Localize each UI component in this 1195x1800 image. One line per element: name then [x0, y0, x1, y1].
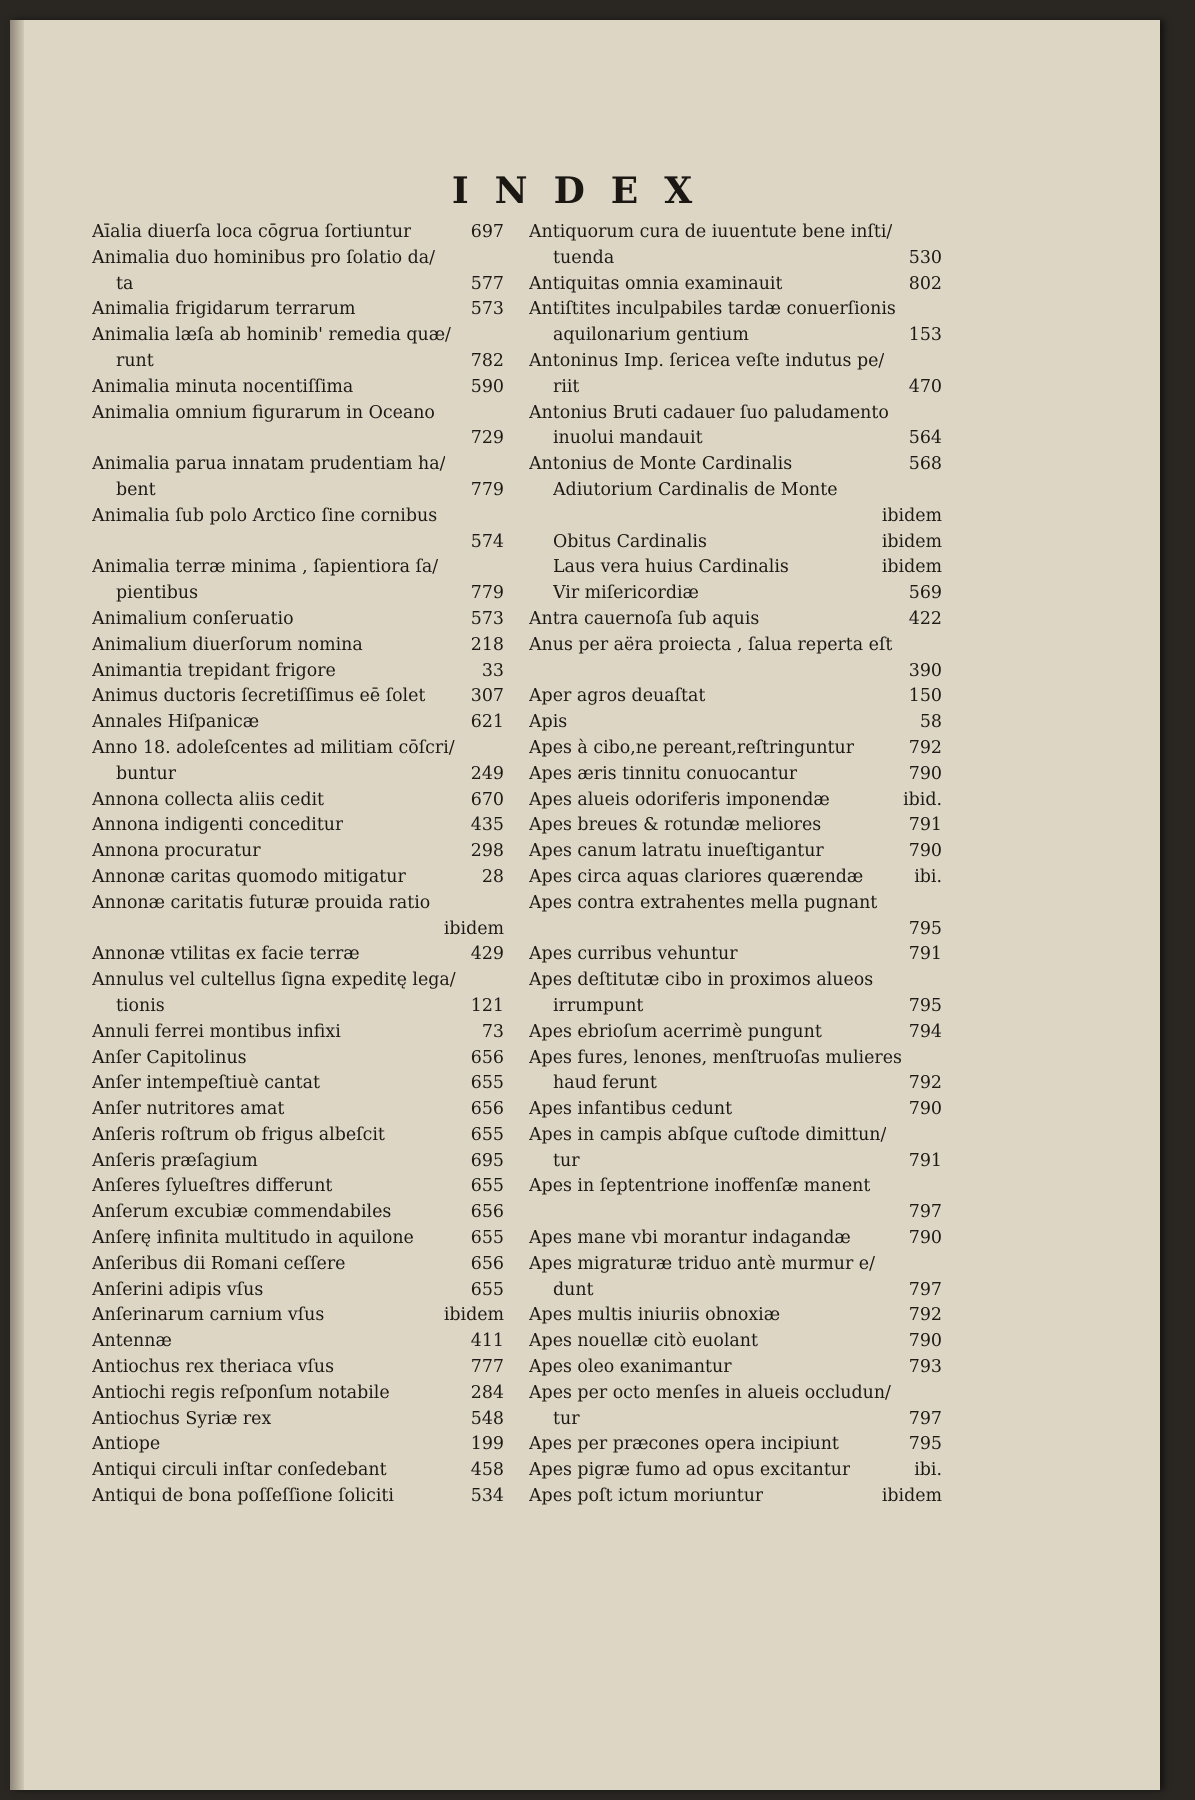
entry-text: Antiochus rex theriaca vſus	[92, 1357, 335, 1378]
index-entry	[529, 839, 942, 865]
index-entry	[529, 1149, 942, 1175]
entry-text: Annonæ caritas quomodo mitigatur	[92, 866, 406, 887]
entry-text: Annuli ferrei montibus infixi	[92, 1021, 341, 1042]
index-entry	[529, 736, 942, 762]
index-entry	[529, 891, 942, 917]
entry-page-ref: 655	[470, 1073, 504, 1094]
index-entry	[529, 813, 942, 839]
index-entry	[92, 452, 504, 478]
index-entry	[529, 349, 942, 375]
entry-text: Antennæ	[92, 1331, 172, 1352]
index-entry	[92, 891, 504, 917]
index-entry	[529, 1303, 942, 1329]
entry-text: Animus ductoris ſecretiſſimus eē ſolet	[92, 686, 426, 707]
index-entry	[529, 426, 942, 452]
entry-text: aquilonarium gentium	[553, 325, 749, 346]
entry-text: Annulus vel cultellus ſigna expeditę lega/	[92, 970, 456, 991]
entry-page-ref: 411	[470, 1331, 504, 1352]
entry-text: Apes pigræ fumo ad opus excitantur	[529, 1460, 851, 1481]
entry-text: Annona procuratur	[92, 841, 261, 862]
index-entry	[529, 1329, 942, 1355]
entry-page-ref: 284	[470, 1382, 504, 1403]
entry-page-ref: 577	[470, 273, 504, 294]
entry-page-ref: 697	[470, 222, 504, 242]
index-entry	[529, 1381, 942, 1407]
entry-text: runt	[116, 350, 154, 371]
index-entry	[92, 1432, 504, 1458]
book-page	[10, 20, 1160, 1790]
index-entry	[92, 1226, 504, 1252]
entry-text: Aper agros deuaſtat	[529, 686, 706, 707]
entry-text: Animalium diuerſorum nomina	[92, 634, 363, 655]
index-entry	[92, 1200, 504, 1226]
entry-page-ref: 153	[908, 325, 942, 346]
index-entry	[529, 504, 942, 530]
index-entry	[92, 1407, 504, 1433]
entry-page-ref: ibi.	[914, 866, 942, 887]
index-entry	[92, 659, 504, 685]
index-entry	[92, 1149, 504, 1175]
index-entry	[92, 736, 504, 762]
index-entry	[92, 607, 504, 633]
entry-page-ref: 573	[470, 299, 504, 320]
index-entry	[92, 1329, 504, 1355]
index-column-left	[92, 220, 504, 1510]
entry-page-ref: 422	[908, 608, 942, 629]
entry-text: tuenda	[553, 247, 615, 268]
entry-text: Anſer Capitolinus	[92, 1047, 247, 1068]
index-entry	[529, 555, 942, 581]
entry-text: buntur	[116, 763, 177, 784]
index-entry	[92, 349, 504, 375]
index-entry	[92, 220, 504, 246]
entry-page-ref: ibidem	[881, 557, 942, 578]
entry-page-ref: 590	[470, 376, 504, 397]
entry-page-ref: 199	[470, 1434, 504, 1455]
entry-page-ref: 564	[908, 428, 942, 449]
index-entry	[529, 968, 942, 994]
index-entry	[92, 504, 504, 530]
entry-page-ref: 655	[470, 1176, 504, 1197]
index-entry	[92, 813, 504, 839]
entry-page-ref: 656	[470, 1099, 504, 1120]
index-entry	[529, 1355, 942, 1381]
entry-page-ref: 458	[470, 1460, 504, 1481]
entry-text: Apes contra extrahentes mella pugnant	[529, 892, 878, 913]
entry-text: Apes alueis odoriferis imponendæ	[529, 789, 830, 810]
index-entry	[529, 659, 942, 685]
entry-page-ref: 390	[908, 660, 942, 681]
entry-page-ref: 121	[470, 995, 504, 1016]
entry-page-ref: 435	[470, 815, 504, 836]
entry-page-ref: 791	[908, 1150, 942, 1171]
entry-text: Apes poſt ictum moriuntur	[529, 1486, 764, 1507]
index-entry	[92, 1174, 504, 1200]
index-entry	[529, 323, 942, 349]
entry-page-ref: 792	[908, 1073, 942, 1094]
index-entry	[92, 942, 504, 968]
index-entry	[92, 1484, 504, 1510]
entry-page-ref: 792	[908, 1305, 942, 1326]
entry-text: Apes nouellæ citò euolant	[529, 1331, 758, 1352]
index-entry	[529, 710, 942, 736]
entry-text: Apes ebrioſum acerrimè pungunt	[529, 1021, 822, 1042]
entry-text: Anſeres ſylueſtres differunt	[92, 1176, 333, 1197]
entry-page-ref: 656	[470, 1047, 504, 1068]
index-entry	[529, 994, 942, 1020]
index-entry	[92, 426, 504, 452]
entry-text: Annales Hiſpanicæ	[92, 712, 260, 733]
entry-page-ref: 548	[470, 1408, 504, 1429]
entry-text: Apes multis iniuriis obnoxiæ	[529, 1305, 781, 1326]
entry-text: Anus per aëra proiecta , ſalua reperta eſt	[529, 634, 893, 655]
index-entry	[529, 478, 942, 504]
index-entry	[92, 710, 504, 736]
entry-page-ref: 790	[908, 1099, 942, 1120]
entry-text: Animalia omnium figurarum in Oceano	[92, 402, 435, 423]
entry-page-ref: 569	[908, 583, 942, 604]
index-entry	[529, 530, 942, 556]
entry-text: Annona indigenti conceditur	[92, 815, 344, 836]
entry-text: irrumpunt	[553, 995, 644, 1016]
entry-page-ref: 621	[470, 712, 504, 733]
entry-page-ref: 795	[908, 995, 942, 1016]
entry-page-ref: 790	[908, 1228, 942, 1249]
entry-text: Apes deſtitutæ cibo in proximos alueos	[529, 970, 874, 991]
entry-page-ref: 790	[908, 1331, 942, 1352]
entry-page-ref: ibid.	[903, 789, 942, 810]
entry-text: Animalium conſeruatio	[92, 608, 294, 629]
entry-page-ref: 791	[908, 944, 942, 965]
entry-text: Annona collecta aliis cedit	[92, 789, 324, 810]
entry-text: bent	[116, 479, 156, 500]
entry-page-ref: 802	[908, 273, 942, 294]
entry-page-ref: 792	[908, 737, 942, 758]
index-entry	[529, 1123, 942, 1149]
entry-text: tur	[553, 1150, 580, 1171]
entry-page-ref: 779	[470, 583, 504, 604]
entry-text: Apes æris tinnitu conuocantur	[529, 763, 798, 784]
entry-page-ref: 790	[908, 763, 942, 784]
index-entry	[529, 942, 942, 968]
entry-text: Antiſtites inculpabiles tardæ conuerſionis	[529, 299, 896, 320]
entry-text: Apes migraturæ triduo antè murmur e/	[529, 1253, 875, 1274]
entry-text: Antonius de Monte Cardinalis	[529, 454, 793, 475]
entry-text: Antiqui de bona poſſeſſione ſoliciti	[92, 1486, 394, 1507]
entry-text: Annonæ vtilitas ex facie terræ	[92, 944, 360, 965]
index-entry	[529, 1226, 942, 1252]
entry-text: Anſeris præſagium	[92, 1150, 258, 1171]
entry-text: Annonæ caritatis futuræ prouida ratio	[92, 892, 431, 913]
entry-page-ref: 655	[470, 1124, 504, 1145]
entry-text: Apes in ſeptentrione inoffenſæ manent	[529, 1176, 871, 1197]
index-entry	[529, 607, 942, 633]
entry-text: Anſeris roſtrum ob frigus albeſcit	[92, 1124, 385, 1145]
index-entry	[529, 865, 942, 891]
entry-text: Apes breues & rotundæ meliores	[529, 815, 822, 836]
entry-page-ref: 797	[908, 1408, 942, 1429]
index-entry	[529, 375, 942, 401]
index-entry	[529, 297, 942, 323]
entry-page-ref: 573	[470, 608, 504, 629]
index-entry	[92, 1123, 504, 1149]
entry-page-ref: 33	[481, 660, 504, 681]
index-column-right	[529, 220, 942, 1510]
index-entry	[92, 581, 504, 607]
entry-page-ref: 574	[470, 531, 504, 552]
entry-text: Anſerę infinita multitudo in aquilone	[92, 1228, 414, 1249]
entry-text: Obitus Cardinalis	[553, 531, 707, 552]
entry-page-ref: 568	[908, 454, 942, 475]
entry-page-ref: ibi.	[914, 1460, 942, 1481]
index-entry	[92, 1303, 504, 1329]
index-entry	[529, 1484, 942, 1510]
index-entry	[92, 478, 504, 504]
entry-text: Adiutorium Cardinalis de Monte	[553, 479, 838, 500]
entry-text: Antiquitas omnia examinauit	[529, 273, 783, 294]
entry-page-ref: 656	[470, 1253, 504, 1274]
index-entry	[92, 1355, 504, 1381]
entry-text: Anſerini adipis vſus	[92, 1279, 264, 1300]
entry-page-ref: 777	[470, 1357, 504, 1378]
entry-text: Animantia trepidant frigore	[92, 660, 336, 681]
index-entry	[92, 1278, 504, 1304]
entry-page-ref: 655	[470, 1279, 504, 1300]
entry-text: Apes canum latratu inueſtigantur	[529, 841, 824, 862]
entry-page-ref: 249	[470, 763, 504, 784]
entry-page-ref: 150	[908, 686, 942, 707]
entry-page-ref: 797	[908, 1202, 942, 1223]
entry-text: Animalia læſa ab hominib' remedia quæ/	[92, 325, 451, 346]
entry-page-ref: ibidem	[881, 531, 942, 552]
index-entry	[92, 762, 504, 788]
index-entry	[529, 633, 942, 659]
entry-text: Laus vera huius Cardinalis	[553, 557, 789, 578]
index-entry	[92, 633, 504, 659]
entry-text: tionis	[116, 995, 165, 1016]
index-entry	[92, 1020, 504, 1046]
entry-text: Antra cauernoſa ſub aquis	[529, 608, 760, 629]
index-entry	[92, 246, 504, 272]
page-gutter	[10, 20, 24, 1790]
entry-text: Apes curribus vehuntur	[529, 944, 738, 965]
entry-page-ref: ibidem	[881, 1486, 942, 1507]
index-entry	[92, 839, 504, 865]
entry-text: ta	[116, 273, 134, 294]
index-entry	[92, 917, 504, 943]
entry-page-ref: 793	[908, 1357, 942, 1378]
index-entry	[529, 1046, 942, 1072]
entry-page-ref: 470	[908, 376, 942, 397]
entry-text: inuolui mandauit	[553, 428, 703, 449]
page-title: INDEX	[451, 170, 719, 212]
entry-text: pientibus	[116, 583, 198, 604]
entry-page-ref: 695	[470, 1150, 504, 1171]
index-entry	[92, 968, 504, 994]
entry-page-ref: 218	[470, 634, 504, 655]
index-entry	[529, 1071, 942, 1097]
entry-text: Apes oleo exanimantur	[529, 1357, 732, 1378]
entry-text: Vir miſericordiæ	[553, 583, 699, 604]
entry-text: Animalia parua innatam prudentiam ha/	[92, 454, 446, 475]
entry-text: Antiochus Syriæ rex	[92, 1408, 272, 1429]
entry-text: Anſerum excubiæ commendabiles	[92, 1202, 392, 1223]
index-entry	[529, 1020, 942, 1046]
entry-text: Antiqui circuli inſtar conſedebant	[92, 1460, 387, 1481]
index-entry	[529, 1174, 942, 1200]
index-entry	[529, 1407, 942, 1433]
index-entry	[529, 1200, 942, 1226]
index-entry	[92, 1097, 504, 1123]
index-entry	[92, 1458, 504, 1484]
entry-text: Antonius Bruti cadauer ſuo paludamento	[529, 402, 889, 423]
entry-text: Animalia minuta nocentiſſima	[92, 376, 354, 397]
entry-text: Aīalia diuerſa loca cōgrua ſortiuntur	[92, 222, 412, 242]
index-entry	[92, 1381, 504, 1407]
entry-text: Apes in campis abſque cuſtode dimittun/	[529, 1124, 887, 1145]
index-entry	[92, 375, 504, 401]
entry-page-ref: ibidem	[443, 918, 504, 939]
entry-text: Apes per octo menſes in alueis occludun/	[529, 1382, 891, 1403]
index-entry	[92, 865, 504, 891]
entry-page-ref: 530	[908, 247, 942, 268]
index-entry	[529, 762, 942, 788]
entry-text: Anſeribus dii Romani ceſſere	[92, 1253, 346, 1274]
entry-page-ref: 782	[470, 350, 504, 371]
entry-text: Apis	[529, 712, 568, 733]
entry-page-ref: 534	[470, 1486, 504, 1507]
index-entry	[92, 1071, 504, 1097]
entry-page-ref: 795	[908, 918, 942, 939]
entry-text: Anſer nutritores amat	[92, 1099, 285, 1120]
entry-page-ref: 794	[908, 1021, 942, 1042]
entry-text: Apes circa aquas clariores quærendæ	[529, 866, 864, 887]
index-entry	[92, 1046, 504, 1072]
index-entry	[92, 994, 504, 1020]
entry-text: Animalia duo hominibus pro ſolatio da/	[92, 247, 435, 268]
index-entry	[92, 555, 504, 581]
entry-text: Apes à cibo,ne pereant,reſtringuntur	[529, 737, 855, 758]
entry-page-ref: ibidem	[443, 1305, 504, 1326]
index-entry	[529, 581, 942, 607]
index-entry	[92, 530, 504, 556]
index-entry	[529, 246, 942, 272]
index-entry	[529, 1278, 942, 1304]
index-entry	[529, 1097, 942, 1123]
entry-text: Anno 18. adoleſcentes ad militiam cōſcri/	[92, 737, 455, 758]
entry-page-ref: 656	[470, 1202, 504, 1223]
entry-text: Antoninus Imp. ſericea veſte indutus pe/	[529, 350, 885, 371]
entry-page-ref: 670	[470, 789, 504, 810]
entry-page-ref: 791	[908, 815, 942, 836]
index-entry	[92, 1252, 504, 1278]
entry-page-ref: 797	[908, 1279, 942, 1300]
entry-page-ref: 779	[470, 479, 504, 500]
entry-text: Antiochi regis reſponſum notabile	[92, 1382, 390, 1403]
entry-text: Antiquorum cura de iuuentute bene inſti/	[529, 222, 893, 242]
entry-text: Animalia terræ minima , ſapientiora ſa/	[92, 557, 439, 578]
entry-text: Apes mane vbi morantur indagandæ	[529, 1228, 851, 1249]
entry-text: Animalia ſub polo Arctico ſine cornibus	[92, 505, 438, 526]
entry-page-ref: 655	[470, 1228, 504, 1249]
index-entry	[92, 272, 504, 298]
entry-text: Anſer intempeſtiuè cantat	[92, 1073, 320, 1094]
entry-page-ref: 790	[908, 841, 942, 862]
index-entry	[92, 297, 504, 323]
entry-text: Apes fures, lenones, menſtruoſas mulieres	[529, 1047, 902, 1068]
entry-text: tur	[553, 1408, 580, 1429]
entry-text: Animalia frigidarum terrarum	[92, 299, 356, 320]
entry-text: dunt	[553, 1279, 594, 1300]
index-entry	[529, 917, 942, 943]
index-entry	[529, 401, 942, 427]
entry-page-ref: 28	[481, 866, 504, 887]
index-entry	[92, 323, 504, 349]
index-entry	[529, 684, 942, 710]
index-entry	[529, 1458, 942, 1484]
index-entry	[92, 684, 504, 710]
entry-page-ref: 729	[470, 428, 504, 449]
index-entry	[529, 1432, 942, 1458]
index-entry	[529, 452, 942, 478]
entry-page-ref: 429	[470, 944, 504, 965]
entry-text: Apes per præcones opera incipiunt	[529, 1434, 839, 1455]
index-entry	[529, 220, 942, 246]
index-entry	[529, 1252, 942, 1278]
index-entry	[92, 788, 504, 814]
entry-page-ref: 298	[470, 841, 504, 862]
entry-text: Antiope	[92, 1434, 161, 1455]
entry-text: haud ferunt	[553, 1073, 657, 1094]
entry-text: Apes infantibus cedunt	[529, 1099, 733, 1120]
entry-page-ref: 307	[470, 686, 504, 707]
index-entry	[529, 788, 942, 814]
index-entry	[92, 401, 504, 427]
entry-page-ref: 795	[908, 1434, 942, 1455]
index-entry	[529, 272, 942, 298]
entry-page-ref: ibidem	[881, 505, 942, 526]
entry-text: riit	[553, 376, 580, 397]
entry-page-ref: 58	[919, 712, 942, 733]
entry-page-ref: 73	[481, 1021, 504, 1042]
entry-text: Anſerinarum carnium vſus	[92, 1305, 325, 1326]
